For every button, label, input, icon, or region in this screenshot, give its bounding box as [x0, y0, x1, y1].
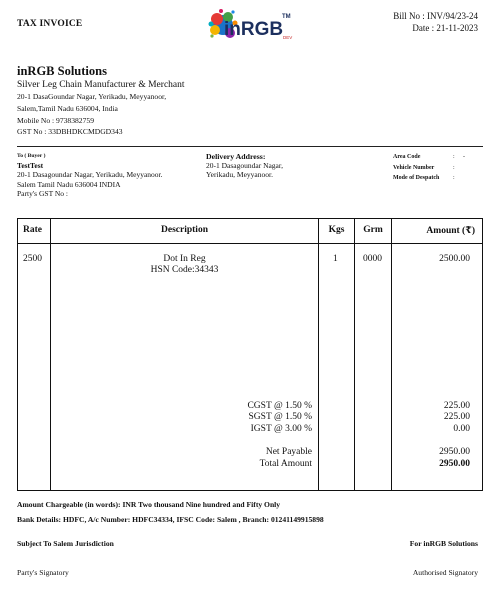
- header-grm: Grm: [363, 225, 383, 235]
- area-code-label: Area Code: [393, 154, 421, 160]
- company-address-line1: 20-1 DasaGoundar Nagar, Yerikadu, Meyyanoor,: [17, 92, 167, 101]
- table-header-divider: [17, 243, 483, 244]
- logo-graphic: [206, 6, 302, 44]
- row-hsn: HSN Code:34343: [150, 265, 219, 275]
- authorised-signatory: Authorised Signatory: [412, 568, 478, 577]
- cgst-value: 225.00: [443, 401, 470, 411]
- bill-date: Date : 21-11-2023: [412, 22, 478, 33]
- header-kgs: Kgs: [328, 225, 345, 235]
- delivery-block: [206, 152, 346, 180]
- company-mobile: Mobile No : 9738382759: [17, 115, 94, 125]
- company-name: inRGB Solutions: [17, 64, 107, 78]
- company-address-line2: Salem,Tamil Nadu 636004, India: [17, 103, 118, 113]
- buyer-address-line2: Salem Tamil Nadu 636004 INDIA: [17, 179, 121, 189]
- igst-label: IGST @ 3.00 %: [250, 424, 312, 434]
- net-payable-label: Net Payable: [265, 447, 312, 457]
- jurisdiction: Subject To Salem Jurisdiction: [17, 539, 114, 548]
- total-amount-label: Total Amount: [259, 459, 312, 469]
- colon: :: [453, 175, 455, 181]
- header-amount: Amount (₹): [426, 226, 475, 236]
- despatch-row: [393, 173, 465, 184]
- buyer-block: [17, 152, 202, 198]
- company-logo: [206, 6, 302, 44]
- total-amount-value: 2950.00: [439, 459, 470, 469]
- delivery-address-line1: 20-1 Dasagoundar Nagar,: [206, 161, 283, 171]
- vehicle-label: Vehicle Number: [393, 164, 435, 171]
- cgst-label: CGST @ 1.50 %: [247, 401, 312, 411]
- column-divider: [354, 218, 355, 491]
- despatch-label: Mode of Despatch: [393, 175, 440, 181]
- buyer-caption: To ( Buyer ): [17, 153, 46, 159]
- delivery-address-line2: Yerikadu, Meyyanoor.: [206, 170, 273, 180]
- row-rate: 2500: [23, 254, 42, 264]
- bill-meta: [393, 11, 478, 34]
- document-title: TAX INVOICE: [17, 19, 83, 29]
- sgst-label: SGST @ 1.50 %: [248, 412, 312, 422]
- company-info: [17, 64, 317, 138]
- bill-number: Bill No : INV/94/23-24: [393, 11, 478, 21]
- area-code-row: [393, 152, 465, 163]
- buyer-gst: Party's GST No :: [17, 188, 69, 198]
- sgst-value: 225.00: [443, 412, 470, 422]
- header-divider: [17, 146, 483, 147]
- colon: :: [453, 154, 455, 160]
- logo-text: inRGB: [224, 19, 284, 40]
- company-tagline: Silver Leg Chain Manufacturer & Merchant: [17, 80, 185, 90]
- row-kgs: 1: [333, 254, 338, 264]
- buyer-name: TestTest: [17, 161, 44, 171]
- header-rate: Rate: [23, 225, 42, 235]
- area-code-value: -: [463, 154, 465, 160]
- logo-sub: DEV: [283, 35, 293, 40]
- delivery-caption: Delivery Address:: [206, 152, 266, 161]
- bank-details: Bank Details: HDFC, A/c Number: HDFC34334, IFSC Code: Salem , Branch: 01241149915898: [17, 515, 324, 524]
- igst-value: 0.00: [453, 424, 470, 434]
- row-description: Dot In Reg: [163, 254, 206, 264]
- vehicle-row: [393, 163, 465, 174]
- despatch-meta: [393, 152, 465, 184]
- header-description: Description: [161, 225, 208, 235]
- logo-tm: TM: [282, 14, 291, 20]
- amount-in-words: Amount Chargeable (in words): INR Two thousand Nine hundred and Fifty Only: [17, 500, 281, 509]
- company-gst: GST No : 33DBHDKCMDGD343: [17, 127, 123, 137]
- party-signatory: Party's Signatory: [17, 568, 69, 577]
- row-grm: 0000: [363, 254, 382, 264]
- colon: :: [453, 164, 455, 171]
- buyer-address-line1: 20-1 Dasagoundar Nagar, Yerikadu, Meyyanoor.: [17, 170, 163, 180]
- for-company: For inRGB Solutions: [409, 539, 478, 548]
- row-amount: 2500.00: [439, 254, 470, 264]
- column-divider: [318, 218, 319, 491]
- net-payable-value: 2950.00: [439, 447, 470, 457]
